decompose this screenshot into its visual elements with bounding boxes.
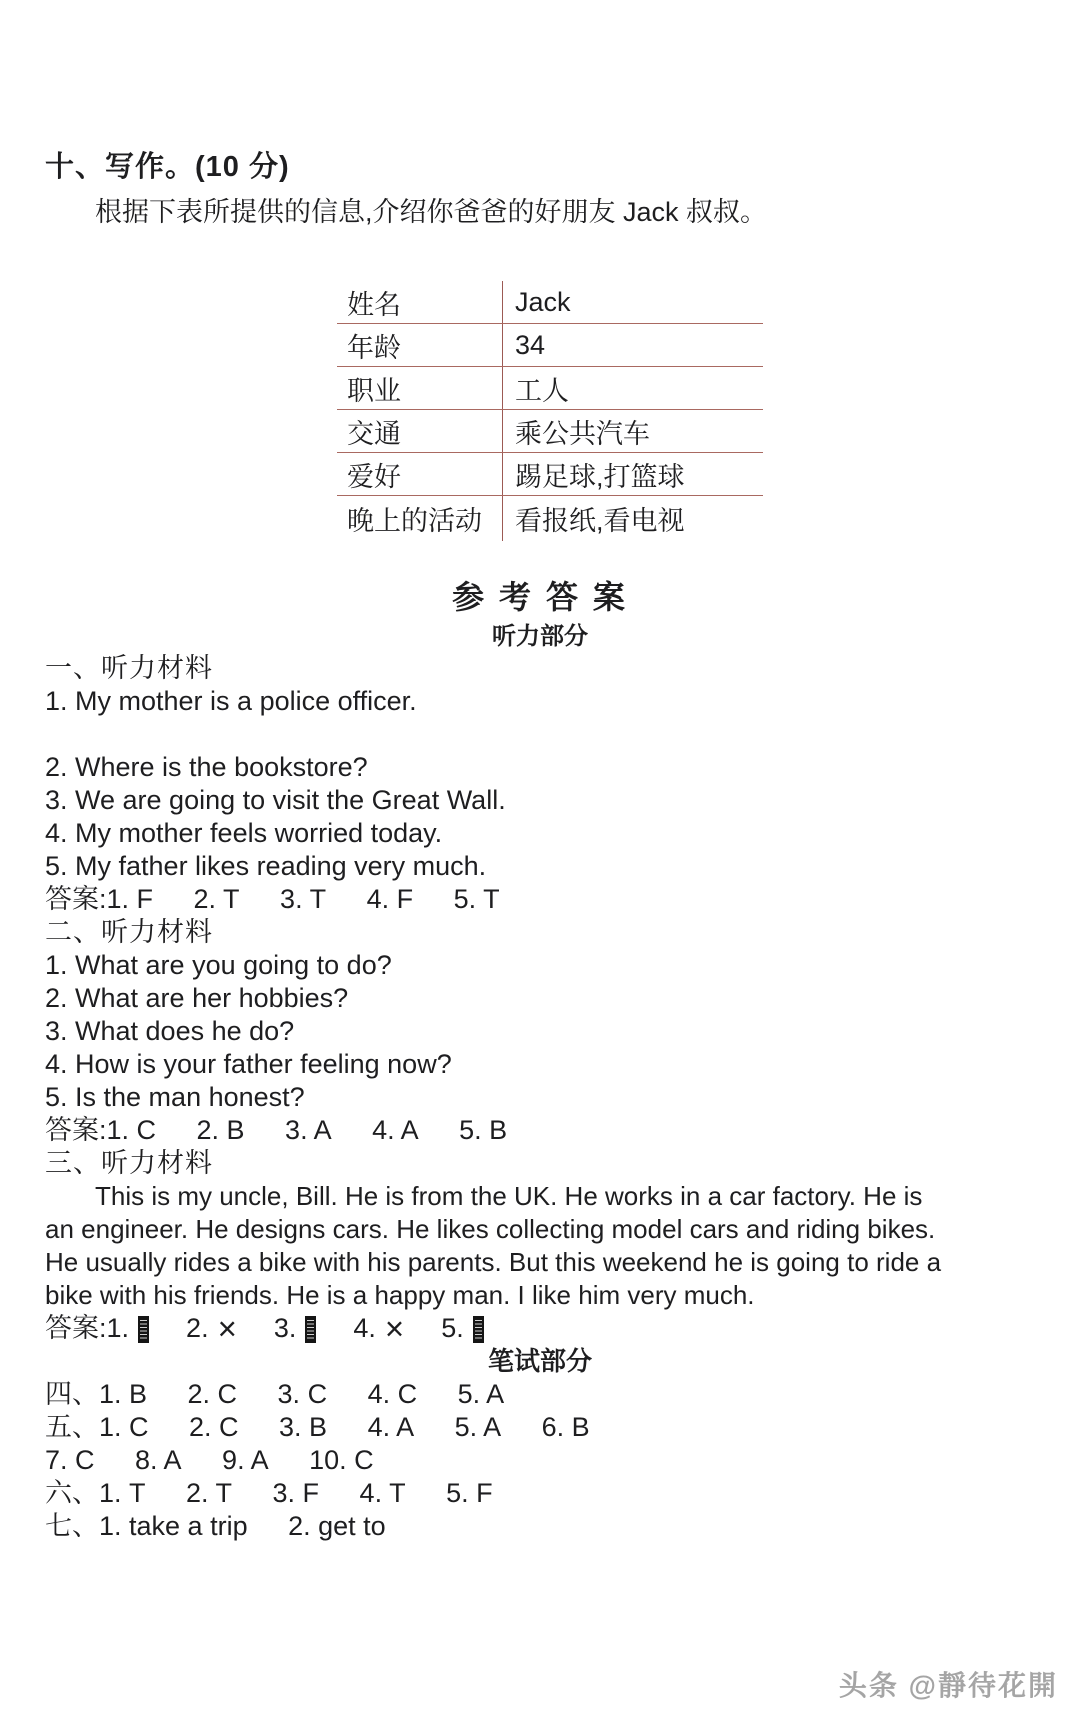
cross-mark: ×: [384, 1310, 405, 1347]
answer-label: 答案:: [45, 1115, 107, 1145]
answer-number: 2.: [186, 1313, 209, 1343]
mark-item: [353, 1312, 404, 1345]
row-prefix: 四、: [45, 1379, 99, 1409]
table-row: [337, 281, 763, 324]
listening-part-title: 听力部分: [492, 623, 588, 650]
answer-number: 3.: [273, 1313, 297, 1343]
row-prefix: 七、: [45, 1511, 99, 1541]
listening3-paragraph-line: bike with his friends. He is a happy man. I like him very much.: [45, 1280, 755, 1310]
written-answer-row: [45, 1444, 1035, 1477]
table-row: [337, 453, 763, 496]
table-row: [337, 410, 763, 453]
row-prefix: 六、: [45, 1478, 99, 1508]
written-answer-row: [45, 1477, 1035, 1510]
listening3-answers: [45, 1312, 1035, 1345]
garbled-check-glyph-icon: [138, 1316, 149, 1343]
listening2-line: 1. What are you going to do?: [45, 950, 392, 980]
listening3-paragraph-line: He usually rides a bike with his parents. But this weekend he is going to ride a: [45, 1247, 942, 1277]
answer-label: 答案:: [45, 884, 107, 914]
garbled-check-glyph-icon: [305, 1316, 316, 1343]
listening1-answers: [45, 883, 1035, 916]
answer-items: 1. take a trip 2. get to: [99, 1511, 386, 1541]
info-table: [337, 281, 763, 541]
table-label: 交通: [347, 418, 401, 449]
table-row: [337, 367, 763, 410]
watermark: 头条 @靜待花開: [838, 1670, 1058, 1701]
table-label: 晚上的活动: [347, 506, 482, 536]
table-label: 年龄: [347, 332, 401, 363]
written-answer-row: [45, 1378, 1035, 1411]
mark-item: [186, 1312, 237, 1345]
mark-item: [441, 1312, 484, 1345]
listening2-line: 3. What does he do?: [45, 1016, 295, 1046]
listening1-line: 3. We are going to visit the Great Wall.: [45, 785, 506, 815]
listening2-heading: 二、听力材料: [45, 917, 213, 947]
answer-items: 1. T 2. T 3. F 4. T 5. F: [99, 1478, 493, 1508]
answer-number: 1.: [106, 1313, 130, 1343]
writing-section-heading: 十、写作。(10 分): [45, 151, 290, 183]
answer-label: 答案:: [45, 1313, 107, 1343]
table-row: [337, 324, 763, 367]
answer-items: 1. C 2. B 3. A 4. A 5. B: [106, 1115, 508, 1145]
table-value: 乘公共汽车: [502, 410, 763, 452]
listening2-line: 2. What are her hobbies?: [45, 983, 349, 1013]
blank-line: [45, 718, 1035, 751]
listening3-paragraph-line: an engineer. He designs cars. He likes collecting model cars and riding bikes.: [45, 1214, 936, 1244]
row-prefix: 五、: [45, 1412, 99, 1442]
table-value: 工人: [502, 367, 763, 409]
listening3-paragraph-line: This is my uncle, Bill. He is from the UK. He works in a car factory. He is: [95, 1181, 923, 1211]
garbled-check-glyph-icon: [473, 1316, 484, 1343]
answer-number: 5.: [441, 1313, 464, 1343]
table-row: [337, 496, 763, 541]
mark-item: [274, 1312, 317, 1345]
table-value: 34: [502, 324, 763, 366]
listening1-line: 1. My mother is a police officer.: [45, 686, 417, 716]
written-answer-row: [45, 1510, 1035, 1543]
table-label: 职业: [347, 375, 401, 406]
listening1-line: 4. My mother feels worried today.: [45, 818, 443, 848]
listening2-line: 4. How is your father feeling now?: [45, 1049, 452, 1079]
answer-items: 7. C 8. A 9. A 10. C: [45, 1445, 374, 1475]
answer-items: 1. C 2. C 3. B 4. A 5. A 6. B: [99, 1412, 590, 1442]
table-label: 爱好: [347, 461, 401, 492]
listening1-heading: 一、听力材料: [45, 653, 213, 683]
answer-items: 1. F 2. T 3. T 4. F 5. T: [106, 884, 500, 914]
cross-mark: ×: [217, 1310, 237, 1347]
mark-item: [107, 1312, 150, 1345]
listening2-line: 5. Is the man honest?: [45, 1082, 305, 1112]
written-answer-row: [45, 1411, 1035, 1444]
listening1-line: 2. Where is the bookstore?: [45, 752, 368, 782]
written-part-title: 笔试部分: [487, 1346, 592, 1376]
listening3-heading: 三、听力材料: [45, 1148, 213, 1178]
table-value: 看报纸,看电视: [502, 496, 763, 541]
answer-number: 4.: [353, 1313, 376, 1343]
table-label: 姓名: [347, 289, 401, 320]
answer-items: 1. B 2. C 3. C 4. C 5. A: [99, 1379, 505, 1409]
listening1-line: 5. My father likes reading very much.: [45, 851, 487, 881]
table-value: 踢足球,打篮球: [502, 453, 763, 495]
table-value: Jack: [502, 281, 763, 323]
reference-answers-title: 参 考 答 案: [452, 579, 628, 615]
writing-instruction: 根据下表所提供的信息,介绍你爸爸的好朋友 Jack 叔叔。: [95, 197, 768, 227]
listening2-answers: [45, 1114, 1035, 1147]
